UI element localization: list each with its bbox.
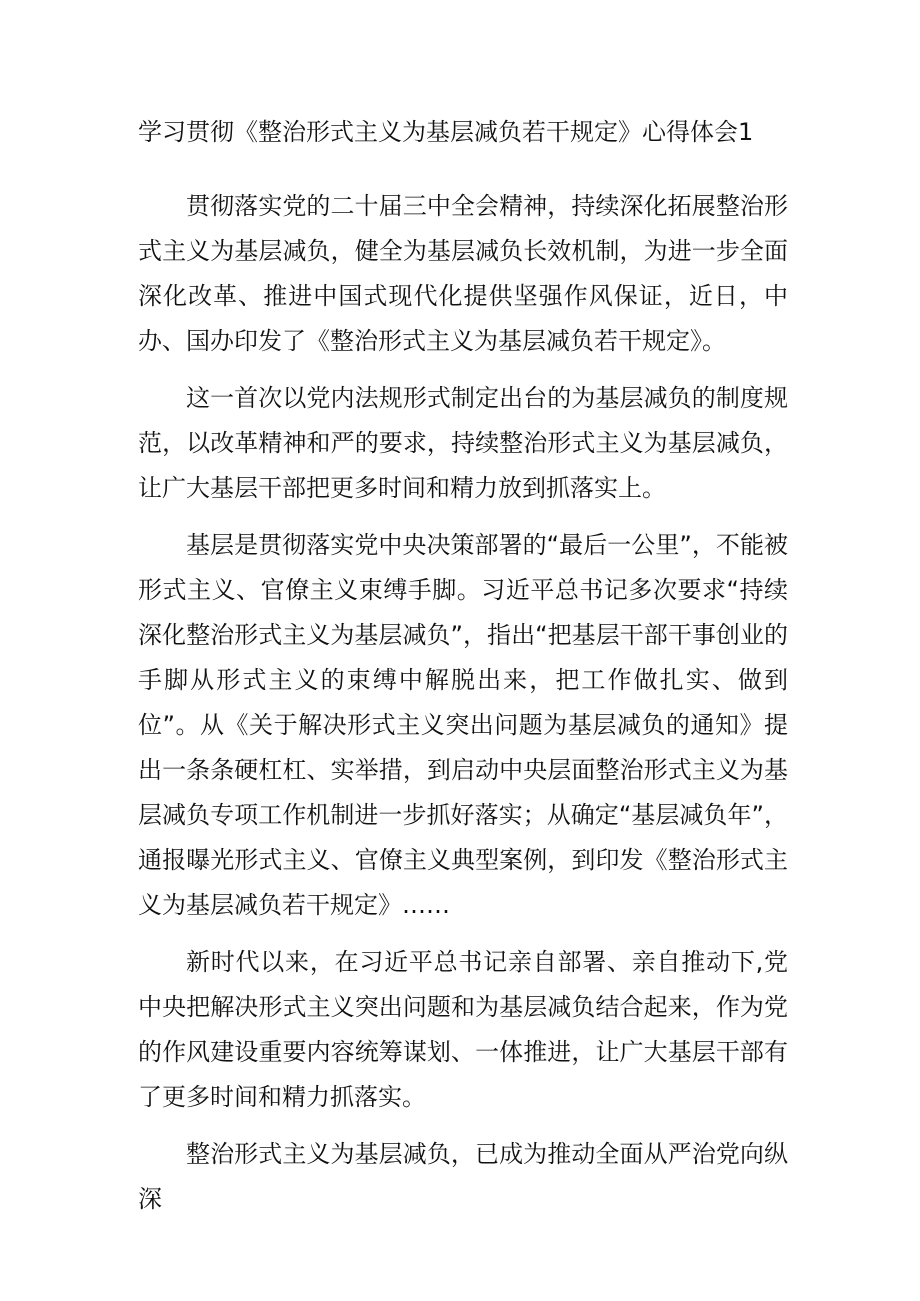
paragraph-1: 贯彻落实党的二十届三中全会精神，持续深化拓展整治形式主义为基层减负，健全为基层减负长效机制，为进一步全面深化改革、推进中国式现代化提供坚强作风保证，近日，中办、国办印发了《整治形式主义为基层减负若干规定》。 [138,192,788,355]
document-body [138,184,788,1234]
document-title: 学习贯彻《整治形式主义为基层减负若干规定》心得体会1 [138,118,754,146]
paragraph-2: 这一首次以党内法规形式制定出台的为基层减负的制度规范，以改革精神和严的要求，持续整治形式主义为基层减负，让广大基层干部把更多时间和精力放到抓落实上。 [138,384,788,502]
paragraph-5: 整治形式主义为基层减负，已成为推动全面从严治党向纵深 [138,1140,788,1213]
paragraph-3: 基层是贯彻落实党中央决策部署的“最后一公里”，不能被形式主义、官僚主义束缚手脚。习近平总书记多次要求“持续深化整治形式主义为基层减负”，指出“把基层干部干事创业的手脚从形式主义的束缚中解脱出来，把工作做扎实、做到位”。从《关于解决形式主义突出问题为基层减负的通知》提出一条条硬杠杠、实举措，到启动中央层面整治形式主义为基层减负专项工作机制进一步抓好落实；从确定“基层减负年”，通报曝光形式主义、官僚主义典型案例，到印发《整治形式主义为基层减负若干规定》…… [138,531,788,919]
paragraph-4: 新时代以来，在习近平总书记亲自部署、亲自推动下,党中央把解决形式主义突出问题和为基层减负结合起来，作为党的作风建设重要内容统筹谋划、一体推进，让广大基层干部有了更多时间和精力抓落实。 [138,948,788,1111]
